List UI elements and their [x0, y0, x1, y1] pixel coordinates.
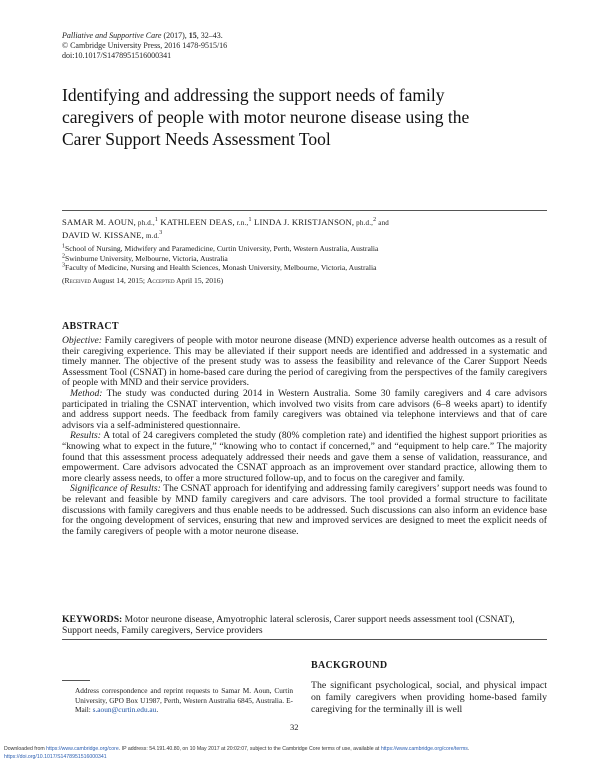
title-divider	[62, 210, 547, 211]
correspondence-end: .	[156, 705, 159, 714]
footnote-rule	[62, 680, 90, 681]
journal-name: Palliative and Supportive Care	[62, 31, 162, 40]
affiliation-text: Swinburne University, Melbourne, Victoria, Australia	[65, 253, 228, 263]
journal-volume: 15	[188, 31, 197, 40]
abstract-method	[62, 389, 547, 431]
background-text: The significant psychological, social, and physical impact on family caregivers when providing home-based family caregiving for the terminally ill is well	[311, 680, 547, 715]
author-credential: m.d.	[144, 232, 160, 240]
accepted-date: April 15, 2016)	[174, 276, 224, 285]
journal-pages: , 32–43.	[196, 31, 223, 40]
affiliation-text: Faculty of Medicine, Nursing and Health Sciences, Monash University, Melbourne, Victoria, Australia	[65, 263, 377, 272]
page-number: 32	[290, 722, 299, 732]
journal-year: (2017),	[161, 31, 189, 40]
journal-copyright: © Cambridge University Press, 2016 1478-9515/16	[62, 41, 228, 50]
abstract-body	[62, 336, 547, 537]
background-heading: BACKGROUND	[311, 660, 388, 671]
terms-link[interactable]: https://www.cambridge.org/core/terms	[380, 746, 468, 752]
author-name: DAVID W. KISSANE,	[62, 230, 145, 240]
author-kristjanson	[252, 217, 377, 227]
abstract-divider	[62, 639, 547, 640]
paper-title: Identifying and addressing the support needs of family caregivers of people with motor neurone disease using the Carer Support Needs Assessment Tool	[62, 85, 470, 149]
results-text: A total of 24 caregivers completed the study (80% completion rate) and identified the highest support priorities as “knowing what to expect in the future,” “knowing who to contact if concerned,” and “equipment to help care.” The majority found that this assessment process adequately addressed their needs and gave them a sense of validation, reassurance, and empowerment. Care advisors advocated the CSNAT approach as an improvement over standard practice, allowing them to more clearly assess needs, to offer a more structured follow-up, and to focus on the caregiver and family.	[62, 430, 547, 484]
author-list	[62, 216, 547, 242]
abstract-objective	[62, 336, 547, 389]
correspondence-text: Address correspondence and reprint requests to Samar M. Aoun, Curtin University, GPO Box U1987, Perth, Western Australia 6845, Australia. E-Mail:	[75, 686, 293, 714]
download-footer	[4, 746, 596, 761]
author-credential: ph.d.,	[354, 219, 374, 227]
received-label: (Received	[62, 276, 91, 285]
received-dates	[62, 276, 223, 286]
affiliation-sup: 1	[62, 243, 65, 250]
author-name: SAMAR M. AOUN,	[62, 217, 136, 227]
results-label: Results:	[70, 430, 101, 442]
author-deas	[158, 217, 252, 227]
keywords	[62, 614, 547, 636]
affiliation-sup: 3	[62, 262, 65, 269]
objective-label: Objective:	[62, 335, 102, 346]
footer-text: Downloaded from	[4, 746, 47, 752]
footer-text: .	[467, 746, 470, 752]
author-credential: ph.d.,	[135, 219, 155, 227]
keywords-label: KEYWORDS:	[62, 614, 123, 625]
abstract-significance	[62, 484, 547, 537]
author-name: KATHLEEN DEAS,	[158, 217, 235, 227]
author-name: LINDA J. KRISTJANSON,	[251, 217, 355, 227]
significance-label: Significance of Results:	[70, 483, 161, 495]
author-credential: r.n.,	[234, 219, 249, 227]
cambridge-core-link[interactable]: https://www.cambridge.org/core	[46, 746, 119, 752]
author-kissane	[62, 230, 162, 240]
affiliation-text: School of Nursing, Midwifery and Paramedicine, Curtin University, Perth, Western Australia, Australia	[65, 244, 379, 253]
journal-doi: doi:10.1017/S1478951516000341	[62, 51, 172, 60]
doi-link[interactable]: https://doi.org/10.1017/S1478951516000341	[4, 753, 107, 760]
significance-text: The CSNAT approach for identifying and addressing family caregivers’ support needs was found to be relevant and feasible by MND family caregivers and care advisors. The tool provided a formal structure to facilitate discussions with family caregivers and thus enable needs to be addressed. Such discussions can also inform an evidence base for the ongoing development of services, ensuring that new and improved services are designed to meet the explicit needs of the family caregivers of people with a motor neurone disease.	[62, 483, 547, 537]
affiliation-item	[62, 254, 547, 264]
keywords-text: Motor neurone disease, Amyotrophic lateral sclerosis, Carer support needs assessment tool (CSNAT), Support needs, Family caregivers, Service providers	[62, 614, 515, 636]
affiliation-sup: 2	[62, 252, 65, 259]
accepted-label: Accepted	[146, 276, 175, 285]
method-label: Method:	[70, 387, 103, 399]
affiliation-item	[62, 263, 547, 273]
correspondence-email-link[interactable]: s.aoun@curtin.edu.au	[92, 705, 157, 714]
author-affil-sup: 1	[154, 217, 159, 224]
method-text: The study was conducted during 2014 in Western Australia. Some 30 family caregivers and 4 care advisors participated in trialing the CSNAT intervention, which involved two visits from care advisors (6–8 weeks apart) to identify and address support needs. The feedback from family caregivers was obtained via telephone interviews and that of care advisors via a self-administered questionnaire.	[62, 387, 547, 431]
author-affil-sup: 2	[373, 217, 377, 224]
abstract-heading: ABSTRACT	[62, 321, 119, 332]
author-aoun	[62, 217, 158, 227]
author-and: and	[376, 219, 389, 227]
affiliation-item	[62, 244, 547, 254]
journal-citation	[62, 31, 227, 41]
affiliation-list	[62, 244, 547, 273]
author-affil-sup: 1	[248, 217, 252, 224]
objective-text: Family caregivers of people with motor neurone disease (MND) experience adverse health outcomes as a result of their caregiving experience. This may be alleviated if their support needs are identified and addressed in a systematic and timely manner. The objective of the present study was to assess the feasibility and relevance of the Carer Support Needs Assessment Tool (CSNAT) in home-based care during the period of caregiving from the perspectives of the family caregivers of people with MND and their service providers.	[62, 335, 547, 389]
footer-text: . IP address: 54.191.40.80, on 10 May 2017 at 20:02:07, subject to the Cambridge Core terms of use, available at	[118, 746, 381, 752]
received-date: August 14, 2015;	[90, 276, 147, 285]
journal-header	[62, 31, 227, 61]
abstract-results	[62, 431, 547, 484]
author-affil-sup: 3	[159, 230, 163, 237]
correspondence-note	[75, 686, 293, 715]
